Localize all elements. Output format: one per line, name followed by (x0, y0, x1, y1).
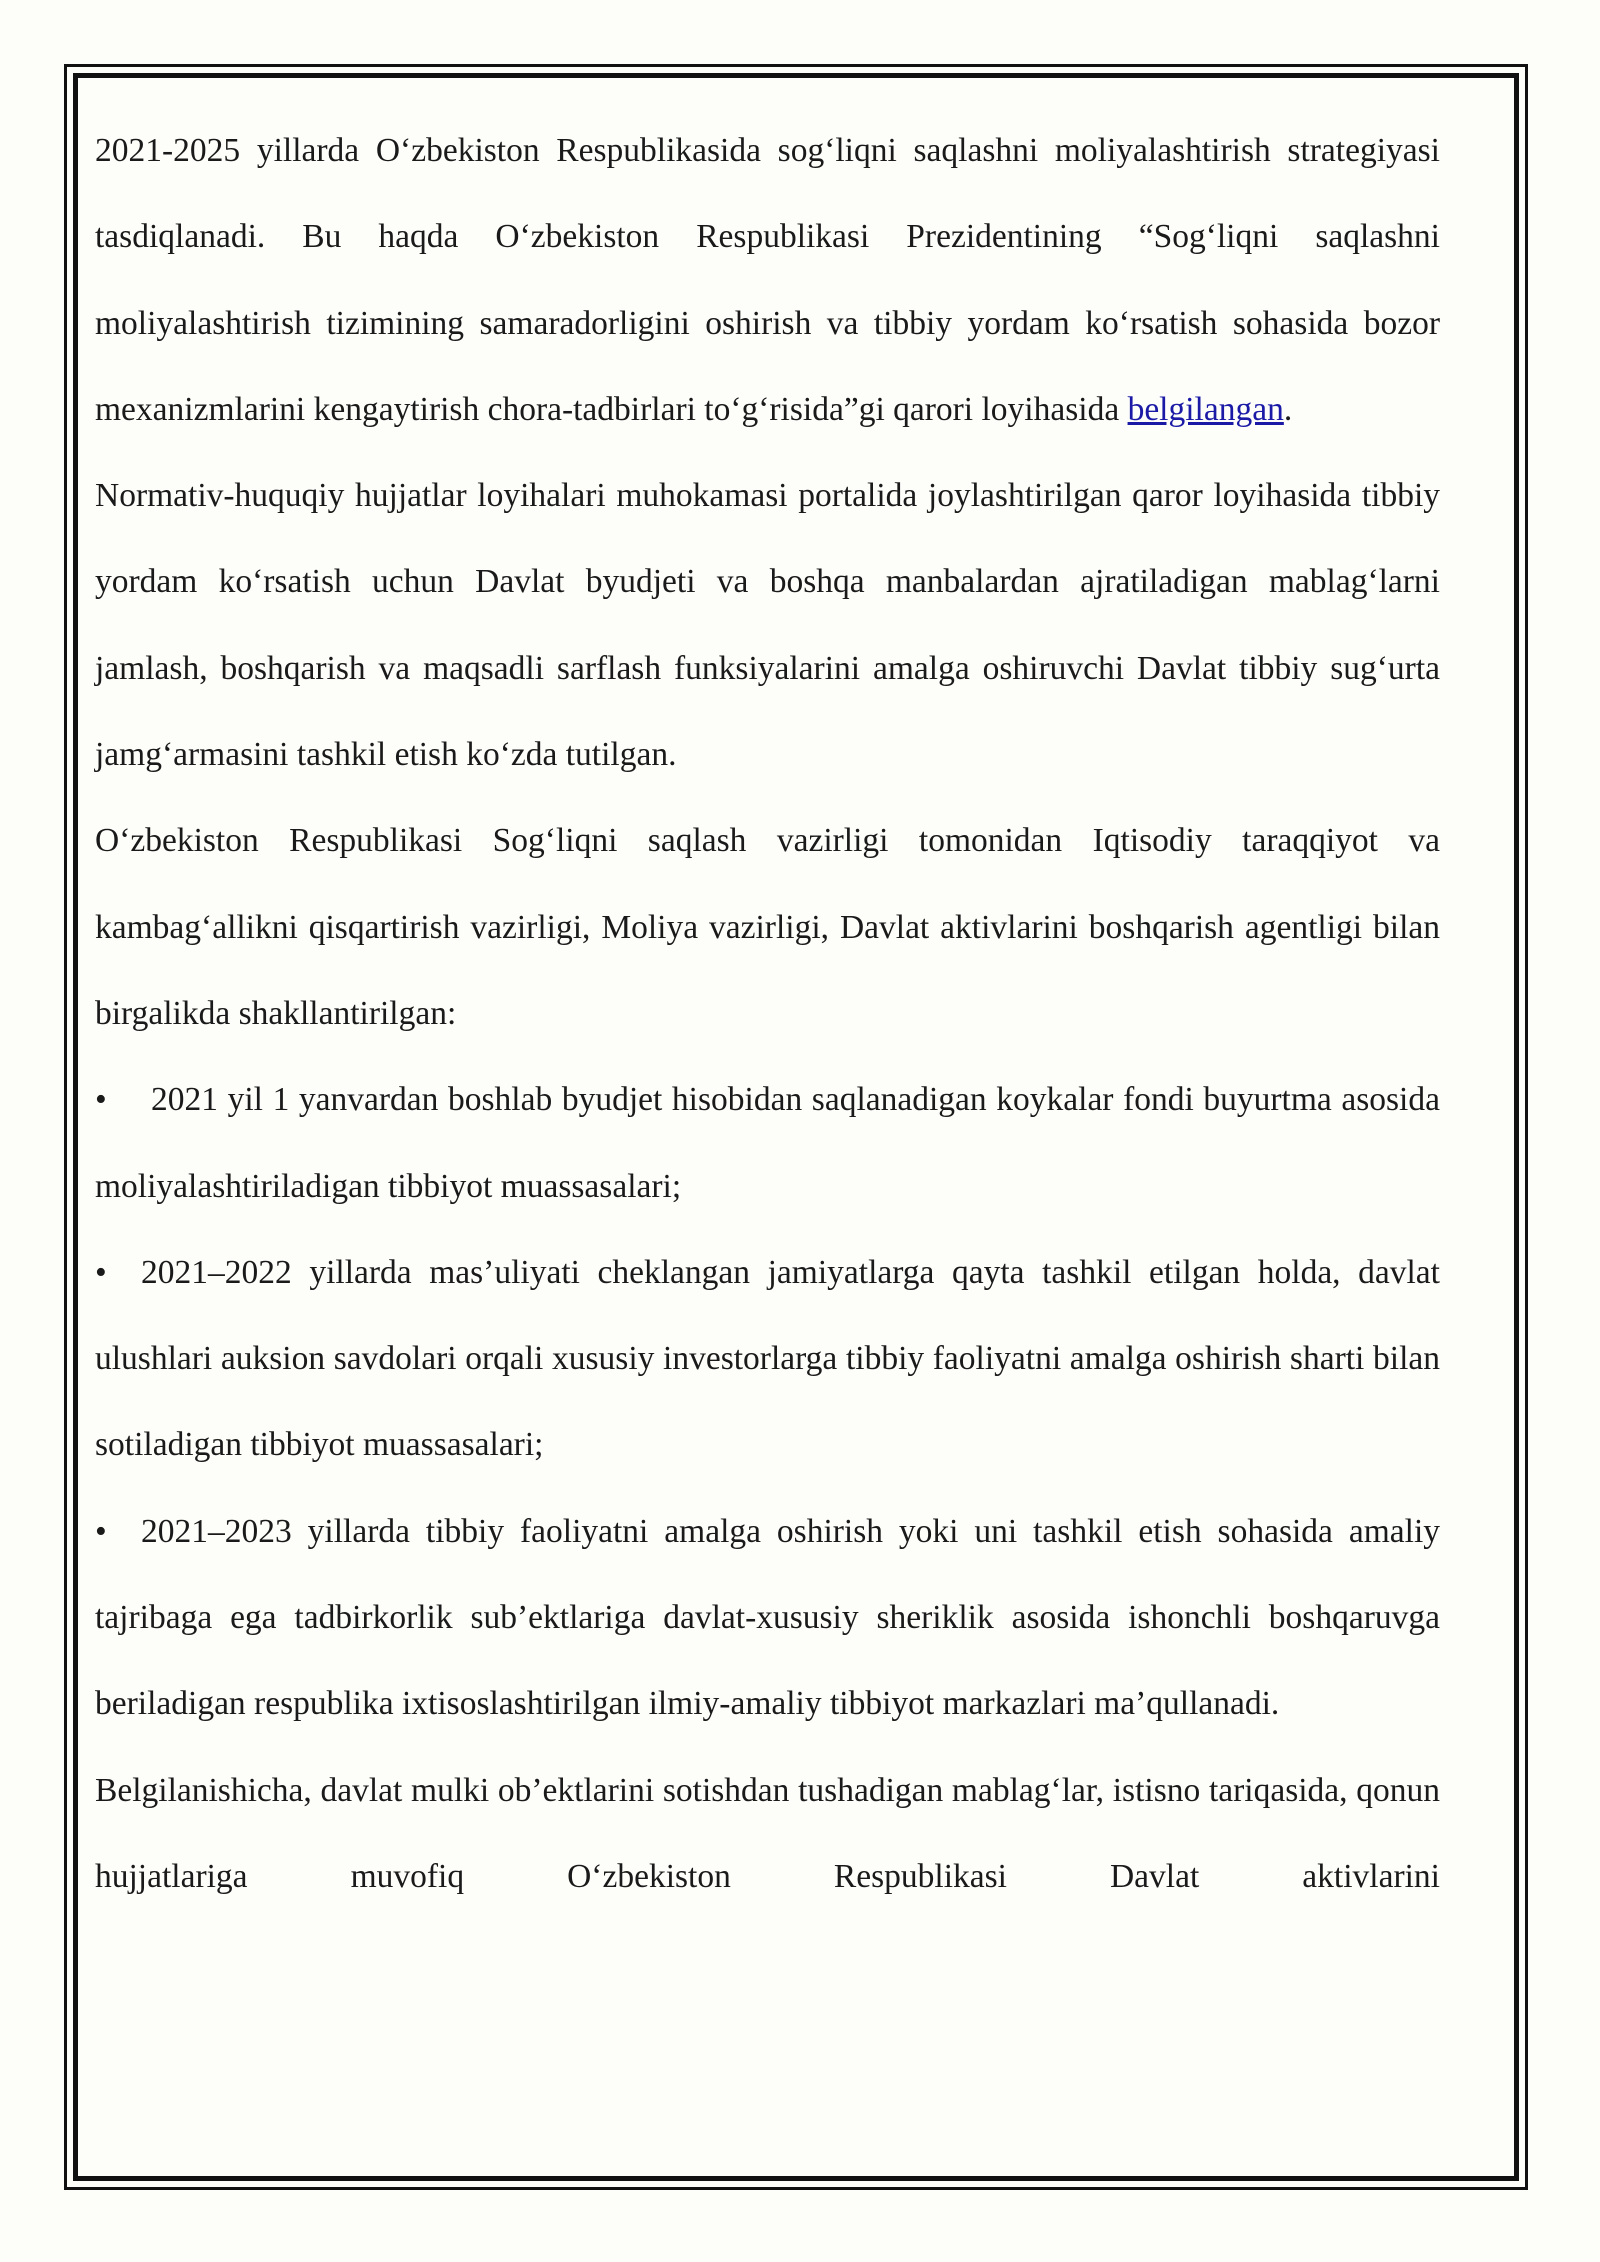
bullet-symbol: • (95, 1253, 107, 1291)
paragraph-strategy (95, 108, 1440, 453)
bullet-item (95, 1489, 1440, 1748)
belgilangan-link[interactable]: belgilangan (1127, 390, 1284, 428)
paragraph-strategy-end: . (1283, 390, 1293, 428)
paragraph-ministry: O‘zbekiston Respublikasi Sog‘liqni saqlash vazirligi tomonidan Iqtisodiy taraqqiyot va kambag‘allikni qisqartirish vazirligi, Moliya vazirligi, Davlat aktivlarini boshqarish agentligi bilan birgalikda shakllantirilgan: (95, 822, 1440, 1032)
bullet-symbol: • (95, 1512, 107, 1550)
paragraph-strategy-text: 2021-2025 yillarda O‘zbekiston Respublikasida sog‘liqni saqlashni moliyalashtirish strategiyasi tasdiqlanadi. Bu haqda O‘zbekiston Respublikasi Prezidentining “Sog‘liqni saqlashni moliyalashtirish tizimining samaradorligini oshirish va tibbiy yordam ko‘rsatish sohasida bozor mexanizmlarini kengaytirish chora-tadbirlari to‘g‘risida”gi qarori loyihasida (95, 132, 1440, 428)
bullet-text: 2021–2023 yillarda tibbiy faoliyatni amalga oshirish yoki uni tashkil etish sohasida amaliy tajribaga ega tadbirkorlik sub’ektlariga davlat-xususiy sheriklik asosida ishonchli boshqaruvga beriladigan respublika ixtisoslashtirilgan ilmiy-amaliy tibbiyot markazlari ma’qullanadi. (95, 1512, 1440, 1723)
bullet-symbol: • (95, 1081, 107, 1119)
document-body (95, 108, 1440, 1920)
bullet-item (95, 1057, 1440, 1230)
bullet-text: 2021–2022 yillarda mas’uliyati cheklangan jamiyatlarga qayta tashkil etilgan holda, davlat ulushlari auksion savdolari orqali xususiy investorlarga tibbiy faoliyatni amalga oshirish sharti bilan sotiladigan tibbiyot muassasalari; (95, 1253, 1440, 1464)
paragraph-closing: Belgilanishicha, davlat mulki ob’ektlarini sotishdan tushadigan mablag‘lar, istisno tariqasida, qonun hujjatlariga muvofiq O‘zbekiston Respublikasi Davlat aktivlarini (95, 1771, 1440, 1895)
bullet-text: 2021 yil 1 yanvardan boshlab byudjet hisobidan saqlanadigan koykalar fondi buyurtma asosida moliyalashtiriladigan tibbiyot muassasalari; (95, 1081, 1440, 1205)
paragraph-insurance-fund: Normativ-huquqiy hujjatlar loyihalari muhokamasi portalida joylashtirilgan qaror loyihasida tibbiy yordam ko‘rsatish uchun Davlat byudjeti va boshqa manbalardan ajratiladigan mablag‘larni jamlash, boshqarish va maqsadli sarflash funksiyalarini amalga oshiruvchi Davlat tibbiy sug‘urta jamg‘armasini tashkil etish ko‘zda tutilgan. (95, 477, 1440, 774)
bullet-item (95, 1230, 1440, 1489)
